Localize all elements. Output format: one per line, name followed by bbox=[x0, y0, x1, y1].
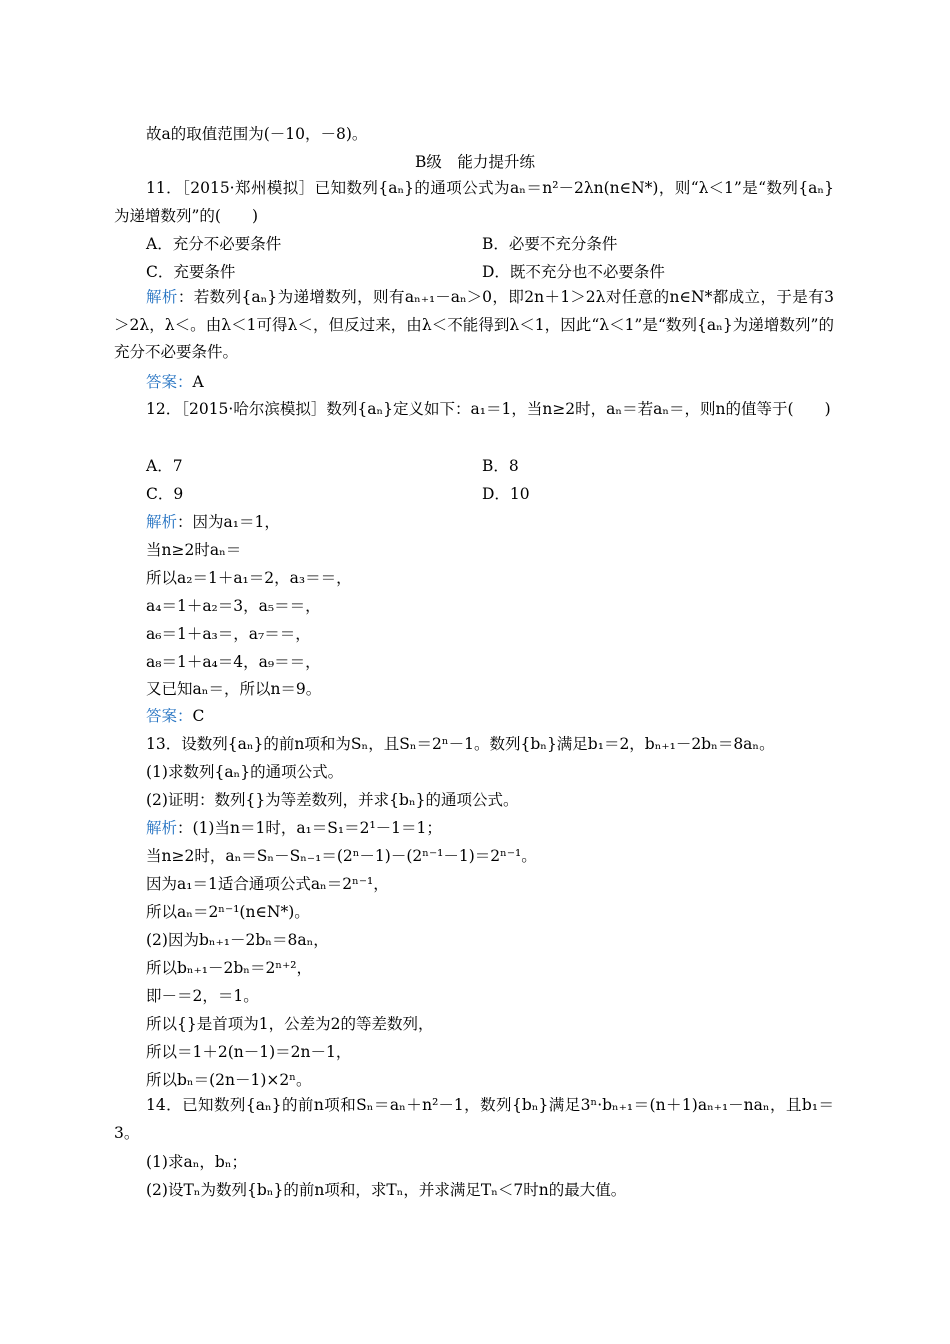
solution-line: 所以aₙ＝2ⁿ⁻¹(n∈N*)。 bbox=[146, 903, 310, 921]
question-14-part-2: (2)设Tₙ为数列{bₙ}的前n项和，求Tₙ，并求满足Tₙ＜7时n的最大值。 bbox=[146, 1181, 627, 1199]
solution-13-line bbox=[146, 818, 442, 838]
solution-label: 解析 bbox=[146, 288, 178, 306]
option-c: C．9 bbox=[146, 485, 184, 503]
solution-line: (2)因为bₙ₊₁－2bₙ＝8aₙ， bbox=[146, 931, 329, 949]
solution-text: ：因为a₁＝1， bbox=[177, 513, 280, 531]
solution-line: 当n≥2时aₙ＝ bbox=[146, 541, 242, 559]
option-d: D．既不充分也不必要条件 bbox=[482, 263, 665, 281]
solution-line: 所以bₙ＝(2n－1)×2ⁿ。 bbox=[146, 1071, 312, 1089]
question-13-part-2: (2)证明：数列{}为等差数列，并求{bₙ}的通项公式。 bbox=[146, 791, 519, 809]
solution-text: ：(1)当n＝1时，a₁＝S₁＝2¹－1＝1； bbox=[177, 819, 442, 837]
option-b: B．8 bbox=[482, 457, 519, 475]
solution-line: 所以a₂＝1＋a₁＝2，a₃＝＝， bbox=[146, 569, 352, 587]
answer-value: A bbox=[192, 373, 204, 391]
solution-line: 所以bₙ₊₁－2bₙ＝2ⁿ⁺²， bbox=[146, 959, 312, 977]
question-11: 11．［2015·郑州模拟］已知数列{aₙ}的通项公式为aₙ＝n²－2λn(n∈N*)，则“λ＜1”是“数列{aₙ}为递增数列”的( ) bbox=[114, 179, 834, 225]
option-d: D．10 bbox=[482, 485, 530, 503]
answer-label: 答案： bbox=[146, 707, 193, 725]
answer-11 bbox=[146, 372, 204, 392]
solution-line: 所以＝1＋2(n－1)＝2n－1， bbox=[146, 1043, 352, 1061]
option-a: A．7 bbox=[146, 457, 183, 475]
question-14-part-1: (1)求aₙ，bₙ； bbox=[146, 1153, 248, 1171]
text-line: 故a的取值范围为(－10，－8)。 bbox=[146, 125, 368, 143]
solution-12-line bbox=[146, 512, 280, 532]
question-13-part-1: (1)求数列{aₙ}的通项公式。 bbox=[146, 763, 344, 781]
answer-value: C bbox=[192, 707, 205, 725]
solution-line: 即－＝2，＝1。 bbox=[146, 987, 259, 1005]
option-b: B．必要不充分条件 bbox=[482, 235, 618, 253]
solution-line: a₈＝1＋a₄＝4，a₉＝＝， bbox=[146, 653, 321, 671]
question-14: 14．已知数列{aₙ}的前n项和Sₙ＝aₙ＋n²－1，数列{bₙ}满足3ⁿ·bₙ₊₁＝(n＋1)aₙ₊₁－naₙ，且b₁＝3。 bbox=[114, 1096, 834, 1142]
question-12: 12．［2015·哈尔滨模拟］数列{aₙ}定义如下：a₁＝1，当n≥2时，aₙ＝若aₙ＝，则n的值等于( ) bbox=[146, 400, 831, 418]
solution-text: ：若数列{aₙ}为递增数列，则有aₙ₊₁－aₙ＞0，即2n＋1＞2λ对任意的n∈N*都成立，于是有3＞2λ，λ＜。由λ＜1可得λ＜，但反过来，由λ＜不能得到λ＜1，因此“λ＜1”是“数列{aₙ}为递增数列”的充分不必要条件。 bbox=[114, 288, 834, 361]
section-heading: B级 能力提升练 bbox=[415, 153, 535, 171]
solution-11 bbox=[114, 284, 834, 367]
answer-label: 答案： bbox=[146, 373, 193, 391]
solution-line: a₆＝1＋a₃＝，a₇＝＝， bbox=[146, 625, 311, 643]
question-13: 13．设数列{aₙ}的前n项和为Sₙ，且Sₙ＝2ⁿ－1。数列{bₙ}满足b₁＝2，bₙ₊₁－2bₙ＝8aₙ。 bbox=[146, 735, 775, 753]
option-a: A．充分不必要条件 bbox=[146, 235, 282, 253]
solution-line: a₄＝1＋a₂＝3，a₅＝＝， bbox=[146, 597, 321, 615]
solution-line: 因为a₁＝1适合通项公式aₙ＝2ⁿ⁻¹， bbox=[146, 875, 389, 893]
solution-label: 解析 bbox=[146, 819, 178, 837]
solution-line: 当n≥2时，aₙ＝Sₙ－Sₙ₋₁＝(2ⁿ－1)－(2ⁿ⁻¹－1)＝2ⁿ⁻¹。 bbox=[146, 847, 537, 865]
option-c: C．充要条件 bbox=[146, 263, 236, 281]
solution-line: 所以{}是首项为1，公差为2的等差数列， bbox=[146, 1015, 434, 1033]
answer-12 bbox=[146, 706, 204, 726]
solution-line: 又已知aₙ＝，所以n＝9。 bbox=[146, 680, 322, 698]
solution-label: 解析 bbox=[146, 513, 178, 531]
